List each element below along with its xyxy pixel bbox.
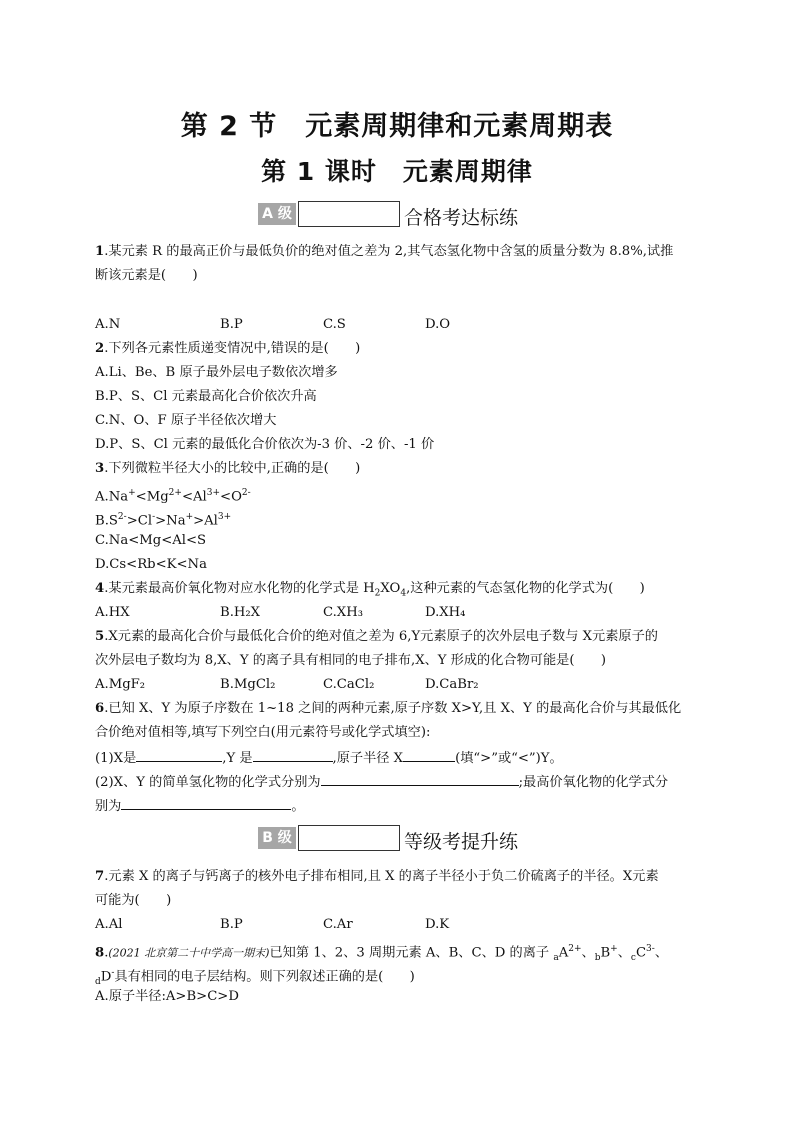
- q7-option-a: A.Al: [95, 917, 123, 932]
- q4-option-a: A.HX: [95, 605, 130, 620]
- q5-option-a: A.MgF₂: [95, 677, 146, 692]
- q5-line2: 次外层电子数均为 8,X、Y 的离子具有相同的电子排布,X、Y 形成的化合物可能是( ): [95, 653, 607, 668]
- q6-part2: (2)X、Y 的简单氢化物的化学式分别为 ;最高价氧化物的化学式分: [95, 775, 669, 790]
- q4-option-b: B.H₂X: [220, 605, 261, 620]
- level-b-label: 等级考提升练: [404, 831, 519, 853]
- level-a-score-box: [298, 201, 400, 227]
- q1-option-b: B.P: [220, 317, 243, 332]
- section-title: 第 2 节 元素周期律和元素周期表: [180, 111, 614, 142]
- q5-line1: 5.X元素的最高化合价与最低化合价的绝对值之差为 6,Y元素原子的次外层电子数与 X元素原子的: [95, 629, 658, 644]
- q6-part1: (1)X是 ,Y 是 ,原子半径 X (填“>”或“<”)Y。: [95, 751, 563, 766]
- level-a-label: 合格考达标练: [404, 207, 519, 229]
- q7-option-d: D.K: [425, 917, 450, 932]
- q8-source: (2021 北京第二十中学高一期末): [108, 946, 270, 960]
- q4-option-c: C.XH₃: [323, 605, 363, 620]
- q3-stem: 3.下列微粒半径大小的比较中,正确的是( ): [95, 461, 361, 476]
- q3-option-b: $B.S^{2-}>Cl^->Na^+>Al^{3+}$: [95, 512, 232, 529]
- q5-option-c: C.CaCl₂: [323, 677, 375, 692]
- q1-option-c: C.S: [323, 317, 346, 332]
- q6-blank-oxides[interactable]: [121, 797, 291, 810]
- q2-option-b: B.P、S、Cl 元素最高化合价依次升高: [95, 389, 317, 404]
- q1-option-a: A.N: [95, 317, 121, 332]
- level-a-badge: A 级: [258, 203, 296, 225]
- q5-option-b: B.MgCl₂: [220, 677, 276, 692]
- lesson-title: 第 1 课时 元素周期律: [261, 157, 533, 186]
- q7-option-b: B.P: [220, 917, 243, 932]
- q5-option-d: D.CaBr₂: [425, 677, 479, 692]
- q7-line1: 7.元素 X 的离子与钙离子的核外电子排布相同,且 X 的离子半径小于负二价硫离子的半径。X元素: [95, 869, 659, 884]
- q2-option-a: A.Li、Be、B 原子最外层电子数依次增多: [95, 365, 338, 380]
- q6-line2: 合价绝对值相等,填写下列空白(用元素符号或化学式填空):: [95, 725, 431, 740]
- q8-line1: 8.(2021 北京第二十中学高一期末)已知第 1、2、3 周期元素 A、B、C、D 的离子 $_aA^{2+}$、$_b$B+、$_cC^{3-}$、: [95, 944, 668, 964]
- q6-blank-hydrides[interactable]: [321, 773, 519, 786]
- q7-option-c: C.Ar: [323, 917, 353, 932]
- q1-option-d: D.O: [425, 317, 451, 332]
- q1-line2: 断该元素是( ): [95, 268, 198, 283]
- q4-option-d: D.XH₄: [425, 605, 466, 620]
- q8-option-a: A.原子半径:A>B>C>D: [95, 989, 239, 1004]
- q6-blank-x[interactable]: [136, 749, 222, 762]
- q1-line1: 1.某元素 R 的最高正价与最低负价的绝对值之差为 2,其气态氢化物中含氢的质量分数为 8.8%,试推: [95, 244, 674, 259]
- q4-stem: 4.某元素最高价氧化物对应水化物的化学式是 $H_2XO_4$,这种元素的气态氢化物的化学式为( ): [95, 581, 645, 599]
- q3-option-c: C.Na<Mg<Al<S: [95, 533, 207, 548]
- q2-stem: 2.下列各元素性质递变情况中,错误的是( ): [95, 341, 361, 356]
- q6-blank-y[interactable]: [253, 749, 333, 762]
- q6-blank-radius[interactable]: [403, 749, 455, 762]
- q7-line2: 可能为( ): [95, 893, 172, 908]
- q2-option-c: C.N、O、F 原子半径依次增大: [95, 413, 277, 428]
- q2-option-d: D.P、S、Cl 元素的最低化合价依次为-3 价、-2 价、-1 价: [95, 437, 435, 452]
- q3-option-d: D.Cs<Rb<K<Na: [95, 557, 207, 572]
- q6-line1: 6.已知 X、Y 为原子序数在 1~18 之间的两种元素,原子序数 X>Y,且 X、Y 的最高化合价与其最低化: [95, 701, 682, 716]
- q8-line2: $_d$D-具有相同的电子层结构。则下列叙述正确的是( ): [95, 968, 415, 988]
- level-b-score-box: [298, 825, 400, 851]
- q3-option-a: $A.Na^+<Mg^{2+}<Al^{3+}<O^{2-}$: [95, 488, 251, 505]
- q6-part2-cont: 别为 。: [95, 799, 305, 814]
- level-b-badge: B 级: [258, 827, 296, 849]
